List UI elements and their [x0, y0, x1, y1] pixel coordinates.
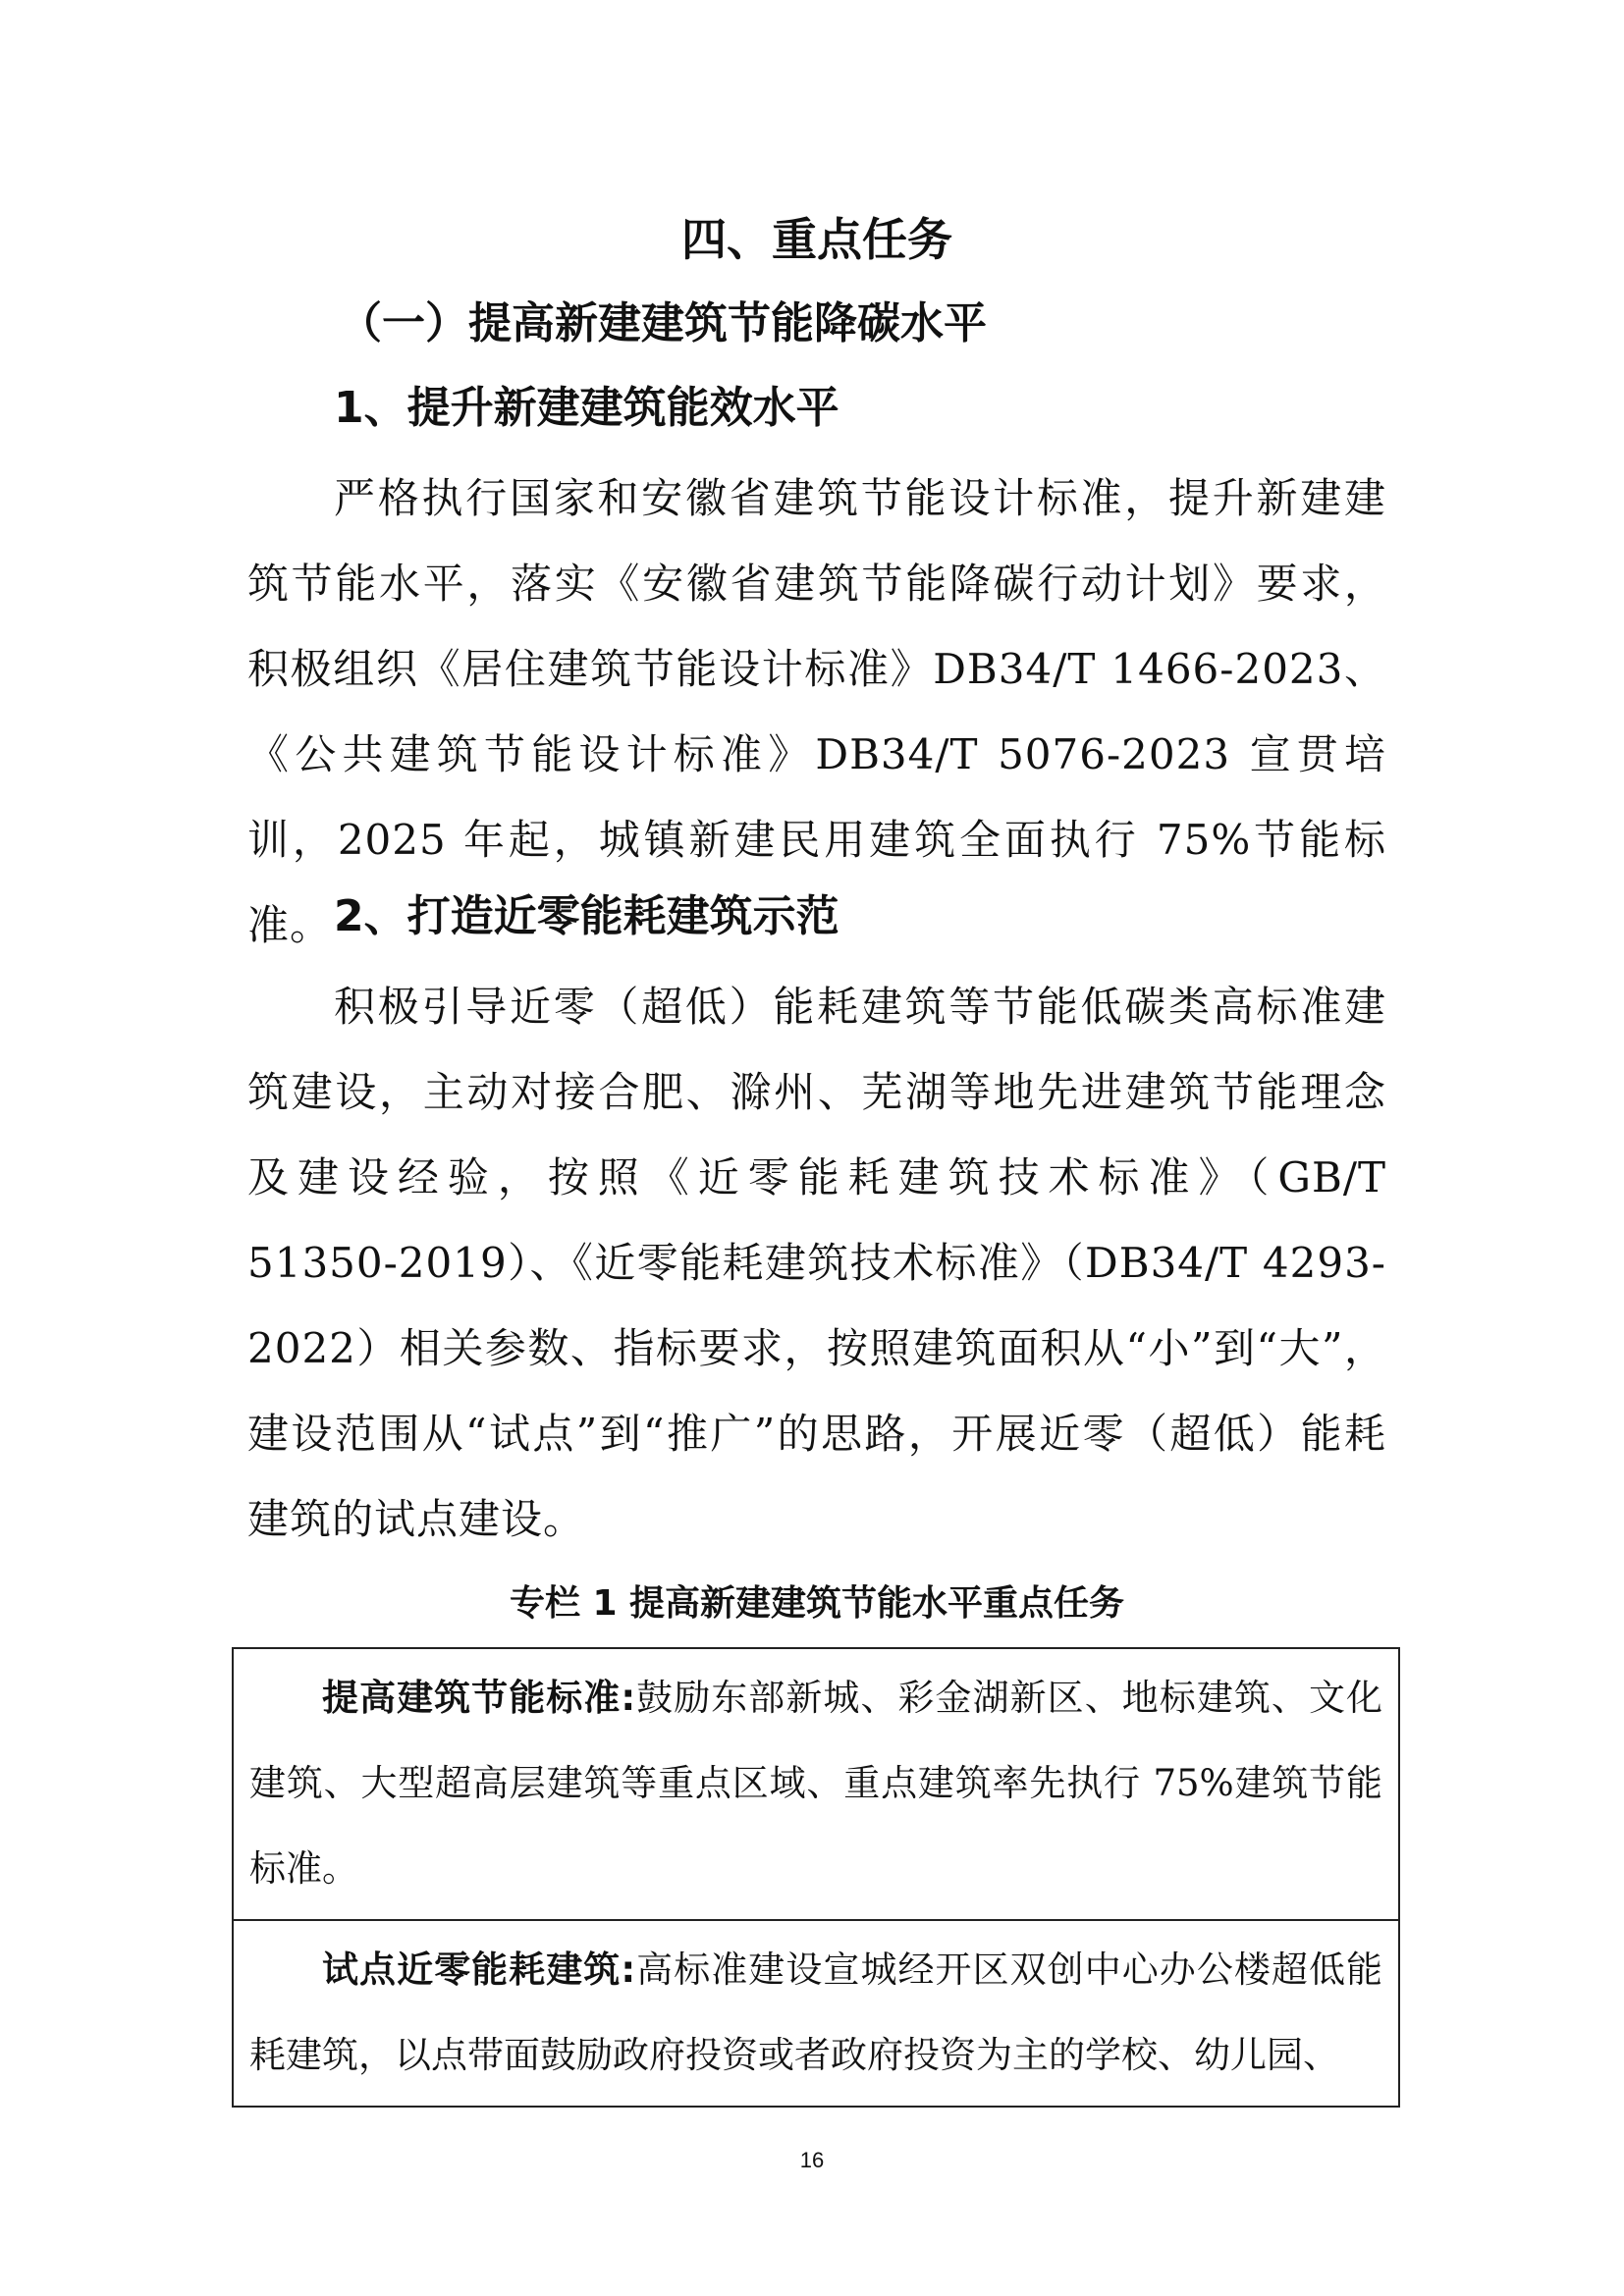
section-title: 四、重点任务: [681, 213, 952, 266]
cell-label-1: 提高建筑节能标准:: [322, 1677, 636, 1719]
item-heading-1: 1、提升新建建筑能效水平: [334, 383, 839, 433]
page-number: 16: [799, 2148, 825, 2172]
item-paragraph-2: 积极引导近零（超低）能耗建筑等节能低碳类高标准建筑建设，主动对接合肥、滁州、芜湖等地先进建筑节能理念及建设经验，按照《近零能耗建筑技术标准》（GB/T 51350-2019）、《近零能耗建筑技术标准》（DB34/T 4293-2022）相关参数、指标要求，按照建筑面积从“小”到“大”，建设范围从“试点”到“推广”的思路，开展近零（超低）能耗建筑的试点建设。: [247, 983, 1386, 1543]
column-box-title: 专栏 1 提高新建建筑节能水平重点任务: [509, 1583, 1125, 1624]
cell-label-2: 试点近零能耗建筑:: [322, 1949, 636, 1991]
item-paragraph-1: 严格执行国家和安徽省建筑节能设计标准，提升新建建筑节能水平，落实《安徽省建筑节能降碳行动计划》要求，积极组织《居住建筑节能设计标准》DB34/T 1466-2023、《公共建筑节能设计标准》DB34/T 5076-2023 宣贯培训，2025 年起，城镇新建民用建筑全面执行 75%节能标准。: [247, 474, 1386, 949]
column-box: [232, 1647, 1400, 2108]
subsection-title: （一）提高新建建筑节能降碳水平: [339, 298, 987, 348]
column-box-cell-1: [234, 1649, 1398, 1919]
item-heading-2: 2、打造近零能耗建筑示范: [334, 891, 839, 941]
cell-text-2: 高标准建设宣城经开区双创中心办公楼超低能耗建筑，以点带面鼓励政府投资或者政府投资为主的学校、幼儿园、: [249, 1949, 1382, 2076]
cell-text-1: 鼓励东部新城、彩金湖新区、地标建筑、文化建筑、大型超高层建筑等重点区域、重点建筑率先执行 75%建筑节能标准。: [249, 1677, 1382, 1890]
column-box-cell-2: [234, 1919, 1398, 2106]
